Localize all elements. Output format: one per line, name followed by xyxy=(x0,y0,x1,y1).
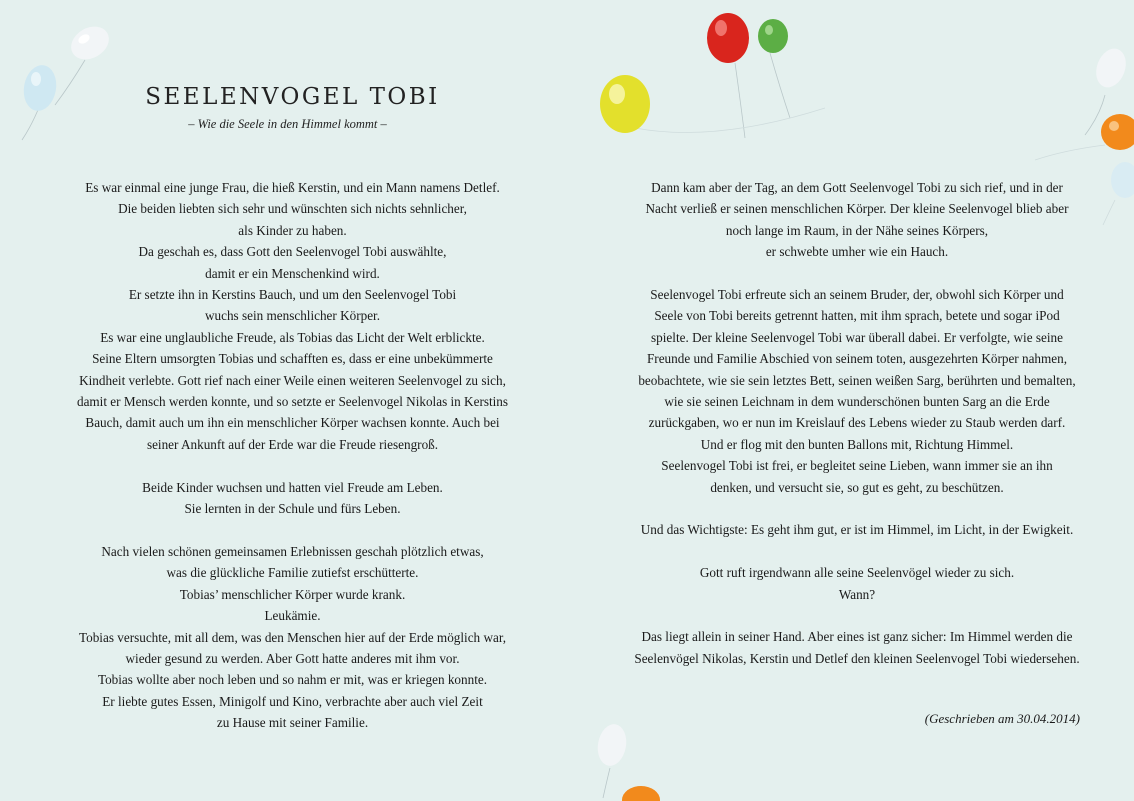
story-line xyxy=(40,519,545,540)
story-line: damit er ein Menschenkind wird. xyxy=(205,265,380,281)
story-line: noch lange im Raum, in der Nähe seines Körpers, xyxy=(725,222,989,238)
story-line: wie sie seinen Leichnam in dem wunderschönen bunten Sarg an die Erde xyxy=(664,394,1050,410)
story-line: Leukämie. xyxy=(264,608,321,624)
story-line: Tobias’ menschlicher Körper wurde krank. xyxy=(179,586,406,602)
signature-date: (Geschrieben am 30.04.2014) xyxy=(924,711,1080,726)
story-line: seiner Ankunft auf der Erde war die Freude riesengroß. xyxy=(146,436,439,452)
story-line: Er liebte gutes Essen, Minigolf und Kino, verbrachte aber auch viel Zeit xyxy=(102,693,483,709)
page-title: SEELENVOGEL TOBI xyxy=(145,84,440,110)
story-line: zurückgaben, wo er nun im Kreislauf des Lebens wieder zu Staub werden darf. xyxy=(648,415,1066,431)
story-line: was die glückliche Familie zutiefst erschütterte. xyxy=(166,565,419,581)
story-line: Sie lernten in der Schule und fürs Leben. xyxy=(184,501,401,517)
story-line: als Kinder zu haben. xyxy=(238,222,347,238)
story-line: spielte. Der kleine Seelenvogel Tobi war überall dabei. Er verfolgte, wie seine xyxy=(651,329,1063,345)
story-line: Kindheit verlebte. Gott rief nach einer Weile einen weiteren Seelenvogel zu sich, xyxy=(79,372,506,388)
story-line: denken, und versucht sie, so gut es geht, zu beschützen. xyxy=(710,479,1004,495)
story-line xyxy=(607,541,1107,562)
right-story-text xyxy=(607,177,1107,669)
story-line xyxy=(607,605,1107,626)
story-line: Es war einmal eine junge Frau, die hieß Kerstin, und ein Mann namens Detlef. xyxy=(85,180,500,195)
story-line: Er setzte ihn in Kerstins Bauch, und um den Seelenvogel Tobi xyxy=(128,287,457,303)
story-line: Das liegt allein in seiner Hand. Aber eines ist ganz sicher: Im Himmel werden die xyxy=(641,629,1073,645)
story-line: Wann? xyxy=(838,586,876,602)
story-line: Und das Wichtigste: Es geht ihm gut, er ist im Himmel, im Licht, in der Ewigkeit. xyxy=(640,522,1074,538)
story-line: wuchs sein menschlicher Körper. xyxy=(204,308,381,324)
story-line: Seele von Tobi bereits getrennt hatten, mit ihm sprach, betete und sogar iPod xyxy=(654,308,1060,324)
story-line: Nach vielen schönen gemeinsamen Erlebnissen geschah plötzlich etwas, xyxy=(101,543,484,559)
story-line: Freunde und Familie Abschied von seinem toten, ausgezehrten Körper nahmen, xyxy=(646,351,1068,367)
story-line xyxy=(607,498,1107,519)
story-line: beobachtete, wie sie sein letztes Bett, seinen weißen Sarg, berührten und bemalten, xyxy=(638,372,1076,388)
page-subtitle: – Wie die Seele in den Himmel kommt – xyxy=(188,117,387,131)
story-line: Da geschah es, dass Gott den Seelenvogel Tobi auswählte, xyxy=(138,244,447,260)
story-line: zu Hause mit seiner Familie. xyxy=(216,715,369,731)
story-line: Seelenvogel Tobi erfreute sich an seinem Bruder, der, obwohl sich Körper und xyxy=(650,287,1064,303)
story-line: damit er Mensch werden konnte, und so setzte er Seelenvogel Nikolas in Kerstins xyxy=(76,394,509,410)
right-page xyxy=(567,0,1134,801)
story-line: Die beiden liebten sich sehr und wünschten sich nichts sehnlicher, xyxy=(118,201,467,217)
story-line: Dann kam aber der Tag, an dem Gott Seelenvogel Tobi zu sich rief, und in der xyxy=(651,180,1063,195)
story-line: Beide Kinder wuchsen und hatten viel Freude am Leben. xyxy=(142,479,443,495)
story-line: Seelenvögel Nikolas, Kerstin und Detlef den kleinen Seelenvogel Tobi wiedersehen. xyxy=(634,650,1080,666)
story-line: Bauch, damit auch um ihn ein menschlicher Körper wachsen konnte. Auch bei xyxy=(85,415,500,431)
story-line: Seine Eltern umsorgten Tobias und schafften es, dass er eine unbekümmerte xyxy=(92,351,493,367)
left-story-text xyxy=(40,177,545,734)
story-line: Tobias wollte aber noch leben und so nahm er mit, was er kriegen konnte. xyxy=(97,672,488,688)
story-line: er schwebte umher wie ein Hauch. xyxy=(765,244,949,260)
story-line: Es war eine unglaubliche Freude, als Tobias das Licht der Welt erblickte. xyxy=(100,329,485,345)
story-line: wieder gesund zu werden. Aber Gott hatte anderes mit ihm vor. xyxy=(125,650,460,666)
story-line xyxy=(40,455,545,476)
story-line: Und er flog mit den bunten Ballons mit, Richtung Himmel. xyxy=(700,436,1014,452)
story-line: Seelenvogel Tobi ist frei, er begleitet seine Lieben, wann immer sie an ihn xyxy=(661,458,1053,474)
story-line: Gott ruft irgendwann alle seine Seelenvögel wieder zu sich. xyxy=(699,565,1015,581)
story-line: Nacht verließ er seinen menschlichen Körper. Der kleine Seelenvogel blieb aber xyxy=(645,201,1069,217)
story-line xyxy=(607,263,1107,284)
story-line: Tobias versuchte, mit all dem, was den Menschen hier auf der Erde möglich war, xyxy=(78,629,506,645)
